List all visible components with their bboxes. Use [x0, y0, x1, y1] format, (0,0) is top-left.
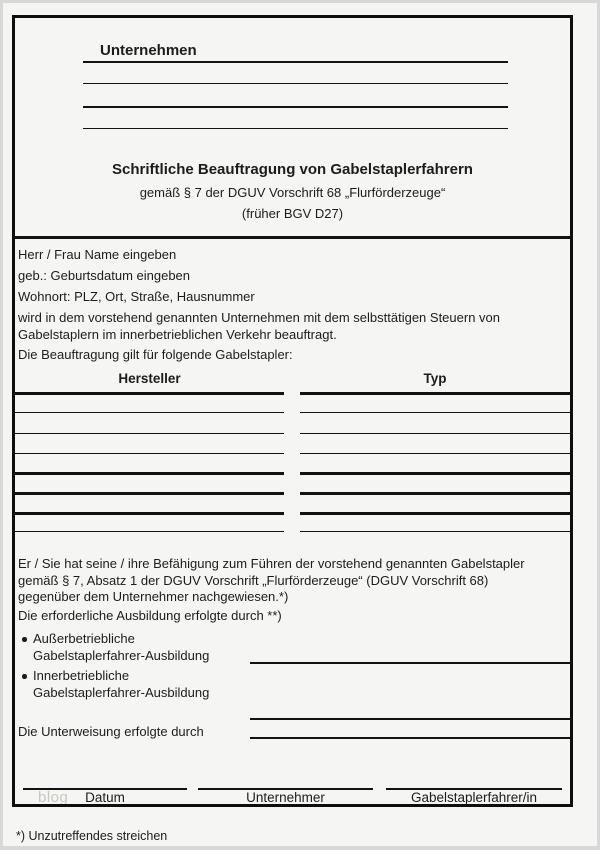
table-fill-line — [15, 492, 284, 495]
assignment-paragraph-line: wird in dem vorstehend genannten Unternehmen mit dem selbsttätigen Steuern von — [18, 310, 501, 325]
watermark: blog — [38, 789, 69, 806]
table-fill-line — [300, 512, 570, 515]
internal-training-fill-line — [250, 718, 570, 720]
assignment-paragraph-line: Gabelstaplern im innerbetrieblichen Verkehr beauftragt. — [18, 326, 337, 342]
table-fill-line — [15, 412, 284, 413]
table-fill-line — [300, 492, 570, 495]
internal-training-label: Innerbetriebliche — [33, 668, 130, 683]
table-fill-line — [300, 433, 570, 434]
birthdate-line: geb.: Geburtsdatum eingeben — [18, 268, 191, 283]
external-training-label-2: Gabelstaplerfahrer-Ausbildung — [33, 648, 210, 663]
qualification-paragraph-line: gegenüber dem Unternehmer nachgewiesen.*) — [18, 589, 289, 604]
internal-training-label-2: Gabelstaplerfahrer-Ausbildung — [33, 685, 210, 700]
bullet-icon — [22, 637, 27, 642]
column-header-hersteller: Hersteller — [118, 371, 181, 386]
signature-label-gabelstaplerfahrer: Gabelstaplerfahrer/in — [410, 790, 538, 805]
paper-sheet — [3, 3, 597, 846]
table-fill-line — [15, 453, 284, 454]
qualification-paragraph-line: gemäß § 7, Absatz 1 der DGUV Vorschrift „Flurförderzeuge“ (DGUV Vorschrift 68) — [18, 572, 489, 588]
table-fill-line — [15, 433, 284, 434]
signature-label-unternehmer: Unternehmer — [246, 790, 325, 805]
table-column-typ — [300, 18, 570, 804]
table-fill-line — [15, 531, 284, 533]
table-fill-line — [300, 412, 570, 413]
table-fill-line — [15, 512, 284, 515]
external-training-label: Außerbetriebliche — [33, 631, 135, 646]
table-fill-line — [300, 531, 570, 533]
form-border-box — [12, 15, 573, 807]
bullet-icon — [22, 674, 27, 679]
table-fill-line — [300, 392, 570, 395]
table-fill-line — [300, 472, 570, 475]
training-intro-line: Die erforderliche Ausbildung erfolgte durch **) — [18, 608, 282, 623]
qualification-paragraph-line: Er / Sie hat seine / ihre Befähigung zum Führen der vorstehend genannten Gabelstapler — [18, 556, 525, 571]
instruction-label: Die Unterweisung erfolgte durch — [18, 724, 204, 739]
company-label: Unternehmen — [100, 42, 197, 59]
table-fill-line — [300, 453, 570, 454]
external-training-fill-line — [250, 662, 570, 664]
instruction-fill-line — [250, 737, 570, 739]
assignment-scope-line: Die Beauftragung gilt für folgende Gabelstapler: — [18, 347, 293, 362]
signature-label-datum: Datum — [85, 790, 125, 805]
address-line: Wohnort: PLZ, Ort, Straße, Hausnummer — [18, 289, 255, 304]
form-title: Schriftliche Beauftragung von Gabelstaplerfahrern — [112, 161, 473, 178]
table-fill-line — [15, 472, 284, 475]
person-name-line: Herr / Frau Name eingeben — [18, 247, 177, 262]
column-header-typ: Typ — [423, 371, 447, 386]
form-subtitle: gemäß § 7 der DGUV Vorschrift 68 „Flurförderzeuge“ — [139, 185, 446, 200]
form-subtitle-2: (früher BGV D27) — [241, 206, 344, 221]
footnote: *) Unzutreffendes streichen — [16, 829, 168, 843]
table-fill-line — [15, 392, 284, 395]
